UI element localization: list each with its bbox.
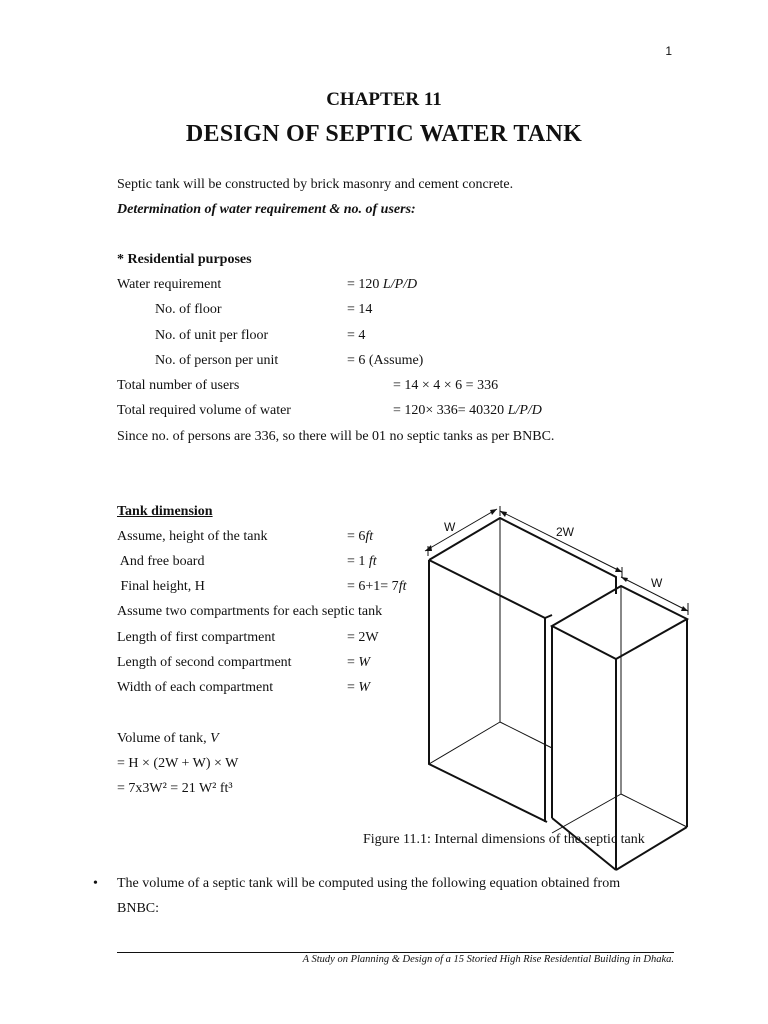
row-value: = 1 ft	[347, 554, 377, 569]
row-label: Assume two compartments for each septic tank	[117, 604, 383, 619]
volume-line-2: = H × (2W + W) × W	[117, 756, 239, 771]
row-value: = 120 L/P/D	[347, 277, 418, 292]
bullet-line-2: BNBC:	[117, 901, 160, 916]
bullet-icon: •	[93, 876, 98, 891]
row-label: Total number of users	[117, 378, 240, 393]
row-value: = 14 × 4 × 6 = 336	[393, 378, 499, 393]
tank-dimension-heading: Tank dimension	[117, 504, 213, 519]
row-value: = W	[347, 680, 371, 695]
row-value: = 14	[347, 302, 373, 317]
row-label: No. of person per unit	[155, 353, 279, 368]
volume-line-3: = 7x3W² = 21 W² ft³	[117, 781, 233, 796]
footer-text: A Study on Planning & Design of a 15 Storied High Rise Residential Building in Dhaka.	[302, 954, 674, 965]
page-title: DESIGN OF SEPTIC WATER TANK	[185, 121, 583, 147]
row-value: = 120× 336= 40320 L/P/D	[393, 403, 542, 418]
row-label: Final height, H	[117, 579, 205, 594]
chapter-heading: CHAPTER 11	[326, 89, 442, 110]
row-value: = 6ft	[347, 529, 374, 544]
row-value: = 2W	[347, 630, 379, 645]
row-value: = 6+1= 7ft	[347, 579, 407, 594]
dimension-label-w-top: W	[444, 520, 456, 534]
footer-divider	[117, 952, 674, 953]
figure-caption: Figure 11.1: Internal dimensions of the septic tank	[363, 832, 645, 847]
row-label: Length of second compartment	[117, 655, 292, 670]
row-label: Total required volume of water	[117, 403, 291, 418]
row-label: Length of first compartment	[117, 630, 276, 645]
page-number: 1	[665, 44, 672, 58]
row-label: No. of unit per floor	[155, 328, 269, 343]
large-box-top-front	[429, 560, 545, 618]
small-box-top	[552, 586, 687, 659]
row-value: = 6 (Assume)	[347, 353, 424, 368]
subheading: Determination of water requirement & no. of users:	[117, 202, 416, 217]
dimension-label-w-right: W	[651, 576, 663, 590]
row-label: Assume, height of the tank	[117, 529, 268, 544]
row-label: Width of each compartment	[117, 680, 274, 695]
dimension-label-2w: 2W	[556, 525, 574, 539]
row-label: And free board	[117, 554, 205, 569]
row-label: Water requirement	[117, 277, 222, 292]
conclusion-text: Since no. of persons are 336, so there will be 01 no septic tanks as per BNBC.	[117, 429, 555, 444]
residential-heading: * Residential purposes	[117, 252, 252, 267]
volume-line-1: Volume of tank, V	[117, 731, 219, 746]
large-box-top-back	[429, 518, 616, 594]
row-label: No. of floor	[155, 302, 222, 317]
large-box-front-edge	[429, 560, 547, 822]
dim-2w	[500, 511, 622, 572]
row-value: = W	[347, 655, 371, 670]
intro-text: Septic tank will be constructed by brick masonry and cement concrete.	[117, 177, 514, 192]
row-value: = 4	[347, 328, 366, 343]
dim-w-top	[425, 509, 497, 551]
bullet-line-1: The volume of a septic tank will be computed using the following equation obtained from	[117, 876, 621, 891]
